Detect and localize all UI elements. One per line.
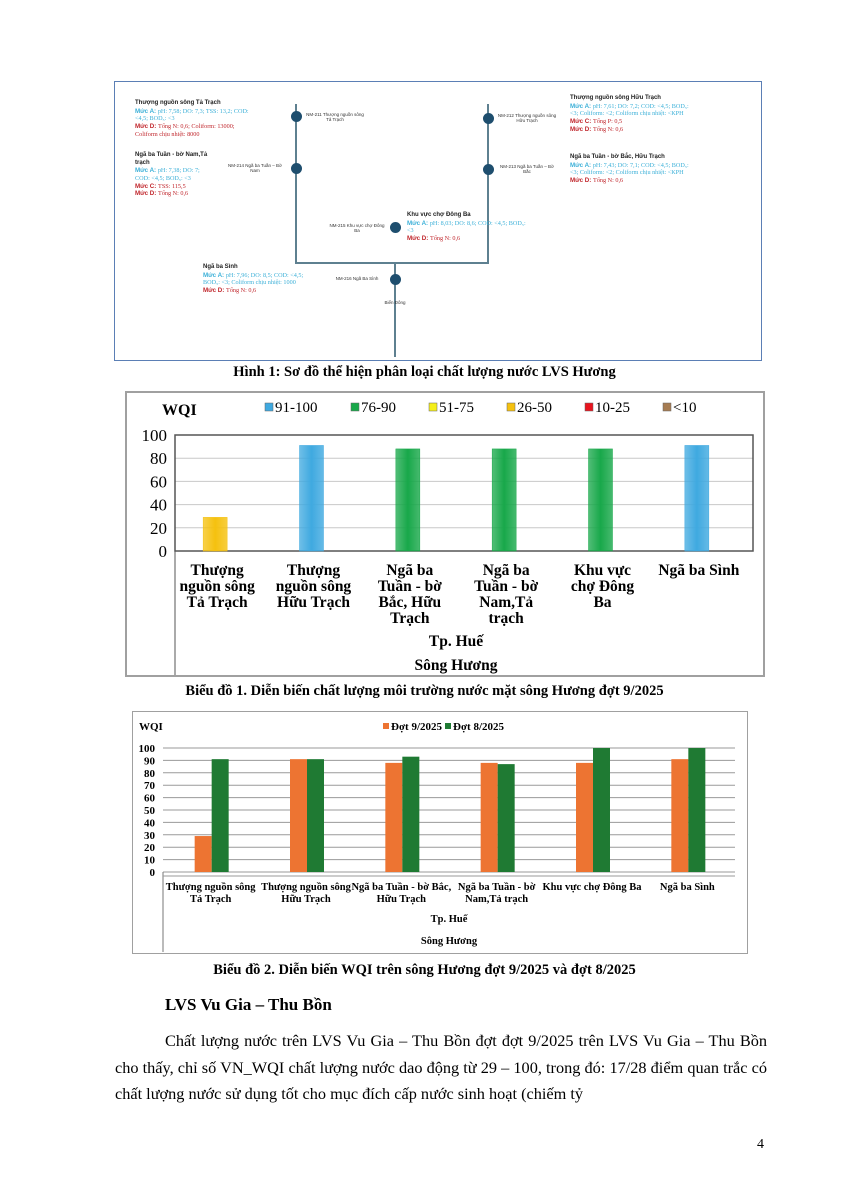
quality-values: TSS: 115,5: [158, 182, 186, 190]
x-tick-label: Hữu Trạch: [376, 894, 427, 905]
bar-dot-8-2025: [402, 757, 419, 872]
quality-level: Mức D:: [135, 190, 159, 198]
station-info: [570, 95, 695, 134]
x-tick-label: Tả Trạch: [186, 594, 248, 611]
bar: [300, 445, 324, 551]
quality-level: Mức A:: [203, 271, 226, 279]
x-tick-label: Nam,Tả trạch: [465, 894, 529, 905]
figure1-caption: Hình 1: Sơ đồ thể hiện phân loại chất lượng nước LVS Hương: [233, 364, 616, 380]
station-info-line: [135, 190, 215, 198]
quality-values: pH: 8,03; DO: 8,6; COD: <4,5; BOD₅: <3: [407, 219, 526, 235]
y-tick-label: 100: [141, 426, 167, 445]
bar-dot-9-2025: [385, 763, 402, 872]
x-tick-label: trạch: [488, 610, 524, 627]
legend-swatch: [445, 723, 451, 729]
station-node-nm211: [291, 111, 302, 122]
station-info-line: [570, 103, 695, 119]
end-label: Biển Đông: [384, 300, 406, 305]
y-tick-label: 60: [150, 472, 167, 492]
y-tick-label: 100: [138, 743, 155, 755]
plot-area: [175, 435, 753, 551]
legend-label: 26-50: [517, 400, 552, 416]
legend-swatch: [429, 403, 437, 411]
station-info-line: [570, 162, 695, 178]
bar: [203, 517, 227, 551]
quality-values: Tổng N: 0,6: [593, 177, 624, 184]
x-tick-label: Ngã ba Tuần - bờ: [457, 882, 536, 893]
station-node-nm214: [291, 163, 302, 174]
quality-level: Mức D:: [570, 125, 594, 133]
x-tick-label: Thượng nguồn sông: [165, 882, 256, 893]
x-tick-label: Hữu Trạch: [277, 594, 350, 611]
legend-label: Đợt 9/2025: [391, 721, 443, 733]
x-tick-label: Hữu Trạch: [281, 894, 331, 905]
station-info-line: [135, 108, 255, 124]
legend-swatch: [351, 403, 359, 411]
x-tick-label: Khu vực: [573, 562, 632, 579]
bar-dot-8-2025: [212, 759, 229, 872]
station-node-nm215: [390, 222, 401, 233]
quality-level: Mức A:: [407, 219, 430, 227]
station-node-nm213: [483, 164, 494, 175]
station-label: NM-213 Ngã ba Tuần – Bờ Bắc: [500, 164, 554, 175]
quality-level: Mức D:: [407, 235, 431, 242]
quality-values: pH: 7,38; DO: 7; COD: <4,5; BOD₅: <3: [135, 167, 200, 182]
quality-level: Mức A:: [570, 102, 593, 110]
diagram-branch-ta-trach: [295, 104, 297, 264]
chart2-container: [132, 711, 748, 954]
chart2-caption: Biểu đồ 2. Diễn biến WQI trên sông Hương đợt 9/2025 và đợt 8/2025: [213, 962, 636, 978]
x-tick-label: Ngã ba Sình: [658, 562, 740, 579]
y-axis-label: WQI: [162, 402, 197, 419]
quality-values: pH: 7,96; DO: 8,5; COD: <4,5; BOD₅: <3; Coliform chịu nhiệt: 1000: [203, 271, 304, 287]
chart1-caption: Biểu đồ 1. Diễn biến chất lượng môi trường nước mặt sông Hương đợt 9/2025: [185, 683, 664, 699]
bar-dot-8-2025: [688, 748, 705, 872]
x-tick-label: Trạch: [390, 610, 430, 627]
station-info-line: [203, 272, 318, 288]
station-info: [135, 100, 255, 139]
x-tick-label: Nam,Tả: [479, 594, 534, 611]
y-tick-label: 0: [158, 542, 167, 561]
bar-dot-9-2025: [195, 836, 212, 872]
bar: [396, 449, 420, 551]
bar-dot-9-2025: [290, 759, 307, 872]
bar-dot-9-2025: [671, 759, 688, 872]
station-info-line: [570, 118, 695, 126]
x-tick-label: Thượng nguồn sông: [261, 882, 351, 893]
x-tick-label: chợ Đông: [570, 578, 635, 595]
x-axis-label: Sông Hương: [420, 936, 478, 947]
station-info-line: [203, 287, 318, 295]
quality-values: pH: 7,58; DO: 7,3; TSS: 13,2; COD: <4,5; BOD₅: <3: [135, 107, 249, 123]
quality-values: pH: 7,43; DO: 7,1; COD: <4,5; BOD₅: <3; Coliform: <2; Coliform chịu nhiệt: <KPH: [570, 161, 689, 177]
x-tick-label: Ngã ba: [482, 562, 530, 579]
legend-swatch: [585, 403, 593, 411]
bar-dot-9-2025: [481, 763, 498, 872]
bar-dot-8-2025: [498, 764, 515, 872]
station-info-title: Khu vực chợ Đông Ba: [407, 212, 471, 218]
x-tick-label: Khu vực chợ Đông Ba: [542, 882, 642, 893]
station-info-title: Ngã ba Tuần - bờ Nam,Tả trạch: [135, 152, 208, 166]
station-info-line: [407, 235, 532, 243]
x-tick-label: Tả Trạch: [190, 894, 232, 905]
station-info-line: [135, 167, 215, 183]
y-tick-label: 20: [150, 518, 167, 538]
x-tick-label: Thượng: [190, 562, 244, 579]
x-tick-label: Ngã ba Sình: [659, 882, 715, 893]
x-tick-label: nguồn sông: [179, 578, 255, 595]
x-tick-label: Thượng: [286, 562, 341, 579]
group-label: Tp. Huế: [430, 914, 468, 925]
y-tick-label: 80: [144, 767, 155, 780]
quality-values: Tổng P: 0,5: [593, 118, 623, 125]
station-info-line: [135, 183, 215, 191]
station-info-line: [407, 220, 532, 236]
paragraph-text: Chất lượng nước trên LVS Vu Gia – Thu Bồn đợt đợt 9/2025 trên LVS Vu Gia – Thu Bồn cho thấy, chỉ số VN_WQI chất lượng nước dao động từ 29 – 100, trong đó: 17/28 điểm quan trắc có chất lượng nước sử dụng tốt cho mục đích cấp nước sinh hoạt (chiếm tỷ: [115, 1031, 767, 1103]
quality-level: Mức C:: [570, 118, 594, 125]
bar-dot-8-2025: [307, 759, 324, 872]
legend-swatch: [383, 723, 389, 729]
bar: [492, 449, 516, 551]
quality-level: Mức D:: [135, 123, 159, 130]
y-tick-label: 30: [144, 829, 155, 842]
y-tick-label: 70: [144, 780, 155, 793]
station-info-title: Thượng nguồn sông Tả Trạch: [135, 100, 221, 106]
quality-values: Tổng N: 0,6; Coliform: 13000; Coliform chịu nhiệt: 8000: [135, 123, 235, 138]
station-label: NM-216 Ngã Ba Sình: [335, 276, 379, 281]
legend-swatch: [663, 403, 671, 411]
station-info-line: [570, 177, 695, 185]
station-node-nm216: [390, 274, 401, 285]
legend-label: Đợt 8/2025: [453, 721, 505, 733]
station-label: NM-211 Thượng nguồn sông Tả Trạch: [306, 112, 364, 123]
station-info-title: Thượng nguồn sông Hữu Trạch: [570, 95, 661, 101]
legend-label: <10: [673, 400, 697, 416]
y-tick-label: 90: [144, 755, 155, 768]
station-info: [407, 212, 532, 243]
legend-label: 51-75: [439, 400, 474, 416]
quality-values: pH: 7,61; DO: 7,2; COD: <4,5; BOD₅: <3; Coliform: <2; Coliform chịu nhiệt: <KPH: [570, 102, 689, 118]
y-tick-label: 0: [149, 867, 155, 879]
station-label: NM-212 Thượng nguồn sông Hữu Trạch: [497, 113, 557, 124]
quality-level: Mức A:: [570, 161, 593, 169]
station-info-title: Ngã ba Sình: [203, 264, 238, 270]
y-tick-label: 80: [150, 449, 167, 469]
page-number: 4: [757, 1137, 764, 1152]
legend-swatch: [265, 403, 273, 411]
quality-level: Mức C:: [135, 182, 159, 190]
station-info-title: Ngã ba Tuần - bờ Bắc, Hữu Trạch: [570, 154, 665, 160]
section-paragraph: [115, 1028, 767, 1108]
quality-level: Mức D:: [570, 177, 594, 184]
quality-level: Mức A:: [135, 107, 158, 115]
legend-swatch: [507, 403, 515, 411]
quality-values: Tổng N: 0,6: [593, 125, 624, 133]
x-tick-label: nguồn sông: [275, 578, 352, 595]
y-tick-label: 50: [144, 805, 155, 817]
y-tick-label: 40: [150, 495, 167, 515]
x-tick-label: Ba: [593, 594, 612, 611]
y-axis-label: WQI: [139, 721, 163, 733]
group-label: Tp. Huế: [428, 633, 484, 650]
bar: [685, 445, 709, 551]
station-label: NM-215 Khu vực chợ Đông Ba: [329, 223, 385, 234]
y-tick-label: 40: [144, 817, 155, 830]
station-node-nm212: [483, 113, 494, 124]
quality-values: Tổng N: 0,6: [226, 287, 257, 294]
station-info: [135, 152, 215, 198]
legend-label: 91-100: [275, 400, 318, 416]
legend-label: 10-25: [595, 400, 630, 416]
bar: [589, 449, 613, 551]
chart1-svg: [127, 393, 763, 675]
bar-dot-9-2025: [576, 763, 593, 872]
x-tick-label: Ngã ba: [386, 562, 434, 579]
x-tick-label: Tuần - bờ: [474, 578, 539, 595]
x-tick-label: Ngã ba Tuần - bờ Bắc,: [351, 882, 452, 893]
chart1-container: [125, 391, 765, 677]
quality-values: Tổng N: 0,6: [430, 235, 461, 242]
bar-dot-8-2025: [593, 748, 610, 872]
x-tick-label: Tuần - bờ: [377, 578, 442, 595]
quality-values: Tổng N: 0,6: [158, 190, 189, 198]
y-tick-label: 10: [144, 854, 155, 867]
legend-label: 76-90: [361, 400, 396, 416]
station-info-line: [135, 123, 255, 139]
station-info-line: [570, 126, 695, 134]
y-tick-label: 60: [144, 792, 155, 805]
y-tick-label: 20: [144, 842, 155, 855]
x-axis-label: Sông Hương: [414, 657, 498, 674]
diagram-confluence: [295, 262, 489, 264]
quality-level: Mức A:: [135, 167, 158, 174]
x-tick-label: Bắc, Hữu: [378, 594, 442, 611]
quality-level: Mức D:: [203, 287, 227, 294]
station-info: [203, 264, 318, 295]
station-label: NM-214 Ngã ba Tuần – Bờ Nam: [228, 163, 282, 174]
section-heading: LVS Vu Gia – Thu Bồn: [165, 995, 332, 1014]
chart2-svg: [133, 712, 746, 952]
water-quality-diagram: [114, 81, 762, 361]
station-info: [570, 154, 695, 185]
